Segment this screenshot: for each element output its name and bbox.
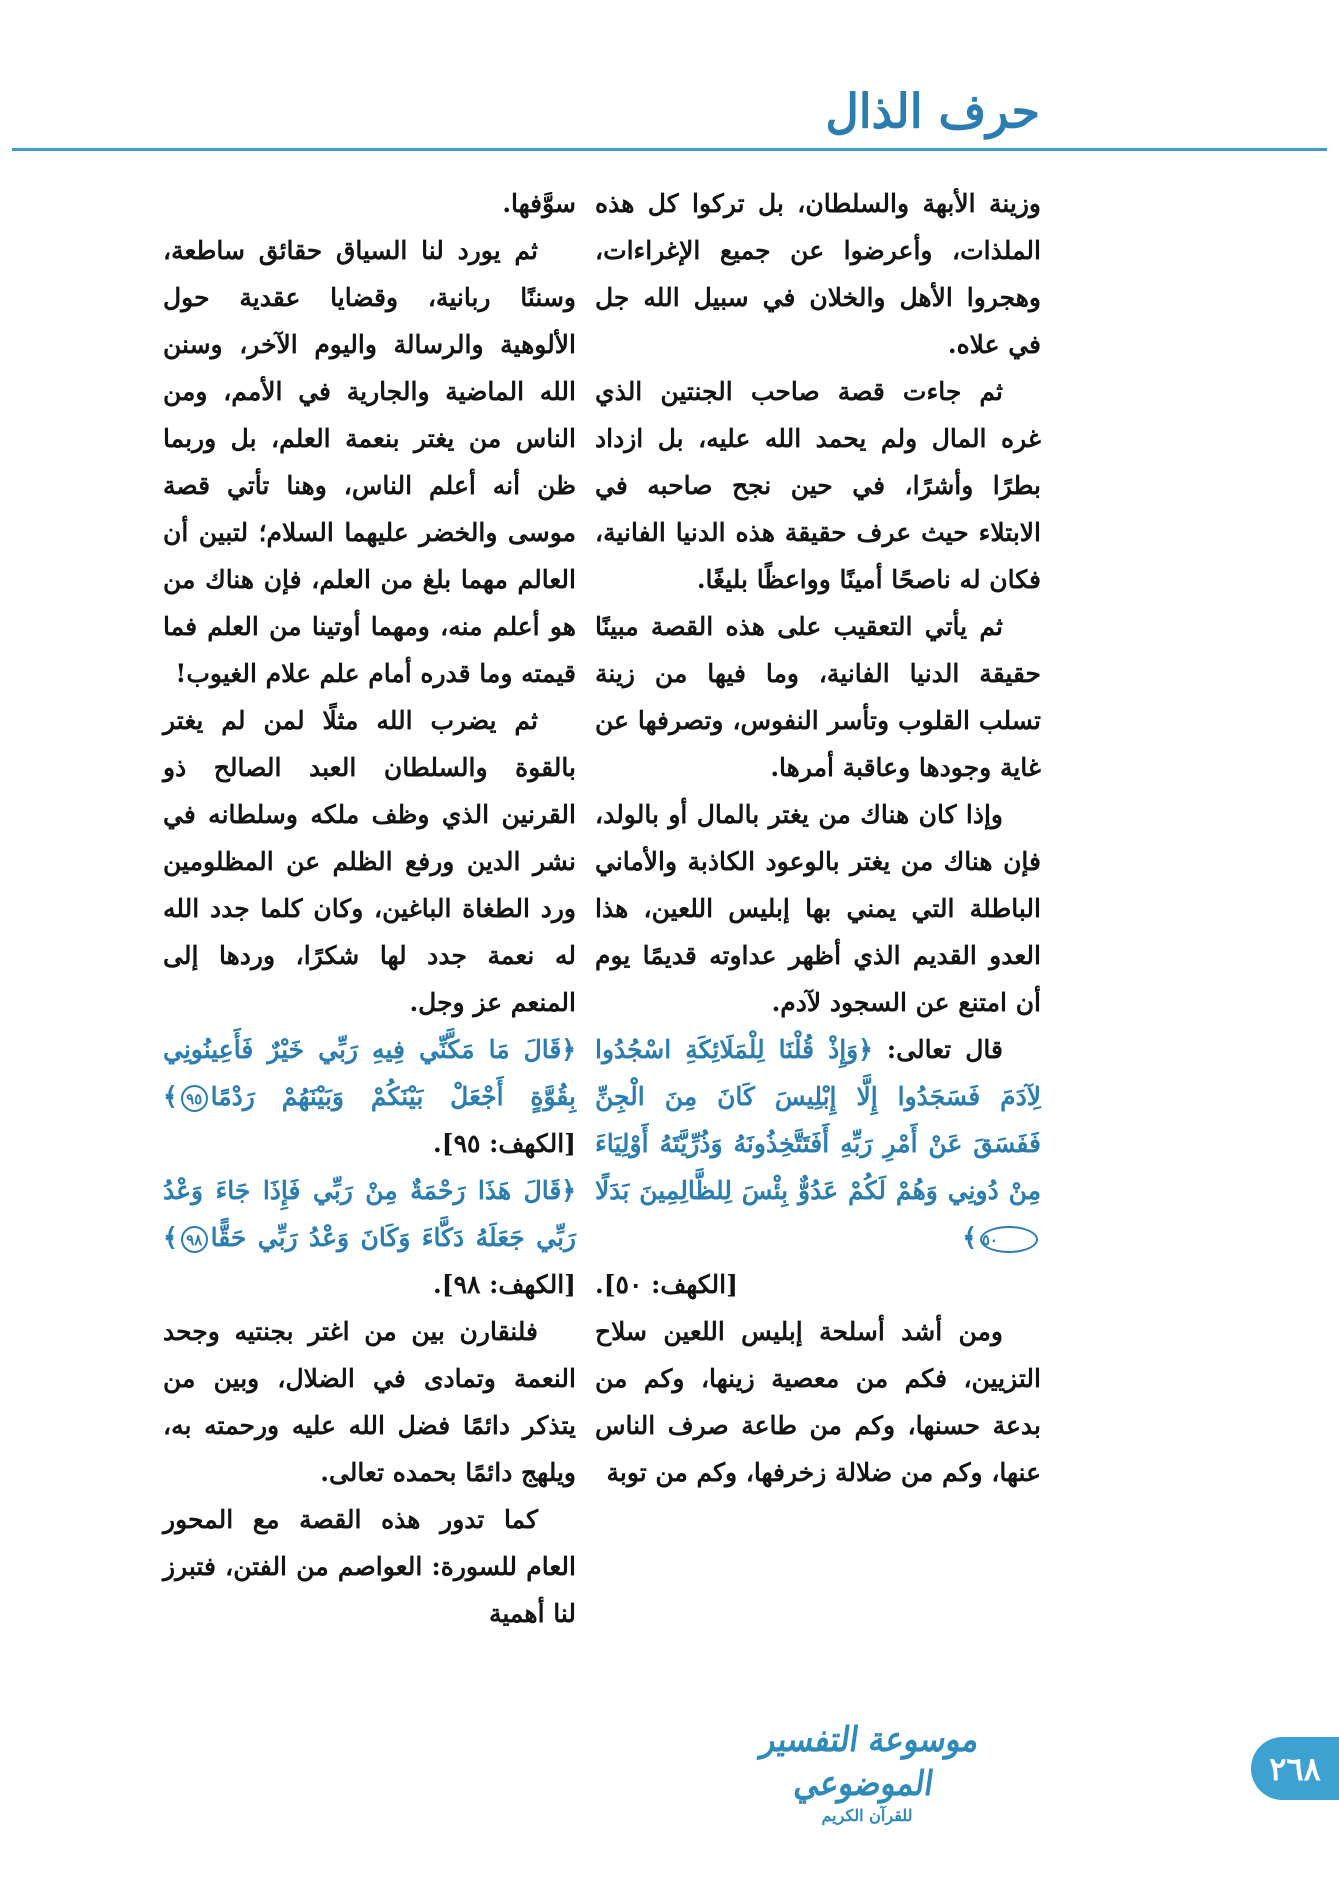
quran-verse-text: ﴿وَإِذْ قُلْنَا لِلْمَلَائِكَةِ اسْجُدُوا لِآدَمَ فَسَجَدُوا إِلَّا إِبْلِيسَ كَانَ مِنَ الْجِنِّ فَفَسَقَ عَنْ أَمْرِ رَبِّهِ أَفَتَتَّخِذُونَهُ وَذُرِّيَّتَهُ أَوْلِيَاءَ مِنْ دُونِي وَهُمْ لَكُمْ عَدُوٌّ بِئْسَ لِلظَّالِمِينَ بَدَلًا — [595, 1035, 1041, 1205]
publisher-logo-subtitle: للقرآن الكريم — [821, 1806, 913, 1825]
chapter-heading: حرف الذال — [825, 83, 1040, 139]
ayah-number-ornament: ٥٠ — [980, 1226, 1038, 1253]
paragraph: كما تدور هذه القصة مع المحور العام للسورة: العواصم من الفتن، فتبرز لنا أهمية — [163, 1505, 576, 1628]
verse-reference: [الكهف: ٥٠]. — [595, 1270, 738, 1299]
quran-verse-block — [163, 1167, 576, 1308]
paragraph: فلنقارن بين من اغتر بجنتيه وجحد النعمة وتمادى في الضلال، وبين من يتذكر دائمًا فضل الله عليه ورحمته به، ويلهج دائمًا بحمده تعالى. — [163, 1317, 576, 1487]
quran-verse-block — [163, 1026, 576, 1167]
left-column — [163, 180, 576, 1637]
two-column-text — [163, 180, 1041, 1637]
publisher-logo — [752, 1722, 982, 1825]
right-column — [595, 180, 1041, 1637]
ayah-number-ornament: ٩٥ — [181, 1085, 208, 1112]
verse-intro: قال تعالى: — [886, 1035, 1003, 1064]
publisher-logo-title: موسوعة التفسير الموضوعي — [758, 1720, 982, 1804]
paragraph: ومن أشد أسلحة إبليس اللعين سلاح التزيين، فكم من معصية زينها، وكم من بدعة حسنها، وكم من طاعة صرف الناس عنها، وكم من ضلالة زخرفها، وكم من توبة — [595, 1317, 1041, 1487]
header-divider — [12, 148, 1327, 151]
quran-verse-text: ﴿قَالَ هَذَا رَحْمَةٌ مِنْ رَبِّي فَإِذَا جَاءَ وَعْدُ رَبِّي جَعَلَهُ دَكَّاءَ وَكَانَ وَعْدُ رَبِّي حَقًّا — [163, 1176, 576, 1252]
paragraph: ثم جاءت قصة صاحب الجنتين الذي غره المال ولم يحمد الله عليه، بل ازداد بطرًا وأشرًا، في حين نجح صاحبه في الابتلاء حيث عرف حقيقة هذه الدنيا الفانية، فكان له ناصحًا أمينًا وواعظًا بليغًا. — [595, 377, 1041, 594]
paragraph-continuation: وزينة الأبهة والسلطان، بل تركوا كل هذه الملذات، وأعرضوا عن جميع الإغراءات، وهجروا الأهل والخلان في سبيل الله جل في علاه. — [595, 189, 1041, 359]
verse-closing-bracket: ﴾ — [163, 1223, 178, 1252]
verse-closing-bracket: ﴾ — [163, 1082, 178, 1111]
paragraph-continuation: سوَّفها. — [502, 189, 576, 218]
paragraph: وإذا كان هناك من يغتر بالمال أو بالولد، فإن هناك من يغتر بالوعود الكاذبة والأماني الباطلة التي يمني بها إبليس اللعين، هذا العدو القديم الذي أظهر عداوته قديمًا يوم أن امتنع عن السجود لآدم. — [595, 800, 1041, 1017]
page-number-badge — [1251, 1737, 1339, 1800]
quran-verse-text: ﴿قَالَ مَا مَكَّنِّي فِيهِ رَبِّي خَيْرٌ فَأَعِينُونِي بِقُوَّةٍ أَجْعَلْ بَيْنَكُمْ وَبَيْنَهُمْ رَدْمًا — [163, 1035, 576, 1111]
paragraph: ثم يورد لنا السياق حقائق ساطعة، وسننًا ربانية، وقضايا عقدية حول الألوهية والرسالة واليوم الآخر، وسنن الله الماضية والجارية في الأمم، ومن الناس من يغتر بنعمة العلم، بل وربما ظن أنه أعلم الناس، وهنا تأتي قصة موسى والخضر عليهما السلام؛ لتبين أن العالم مهما بلغ من العلم، فإن هناك من هو أعلم منه، ومهما أوتينا من العلم فما قيمته وما قدره أمام علم علام الغيوب! — [163, 236, 576, 688]
verse-reference: [الكهف: ٩٨]. — [433, 1270, 576, 1299]
page-number: ٢٦٨ — [1269, 1749, 1321, 1788]
paragraph: ثم يضرب الله مثلًا لمن لم يغتر بالقوة والسلطان العبد الصالح ذو القرنين الذي وظف ملكه وسلطانه في نشر الدين ورفع الظلم عن المظلومين ورد الطغاة الباغين، وكان كلما جدد الله له نعمة جدد لها شكرًا، وردها إلى المنعم عز وجل. — [163, 706, 576, 1017]
ayah-number-ornament: ٩٨ — [181, 1226, 208, 1253]
paragraph: ثم يأتي التعقيب على هذه القصة مبينًا حقيقة الدنيا الفانية، وما فيها من زينة تسلب القلوب وتأسر النفوس، وتصرفها عن غاية وجودها وعاقبة أمرها. — [595, 612, 1041, 782]
verse-reference: [الكهف: ٩٥]. — [433, 1129, 576, 1158]
verse-closing-bracket: ﴾ — [962, 1223, 977, 1252]
quran-verse-block — [595, 1026, 1041, 1261]
